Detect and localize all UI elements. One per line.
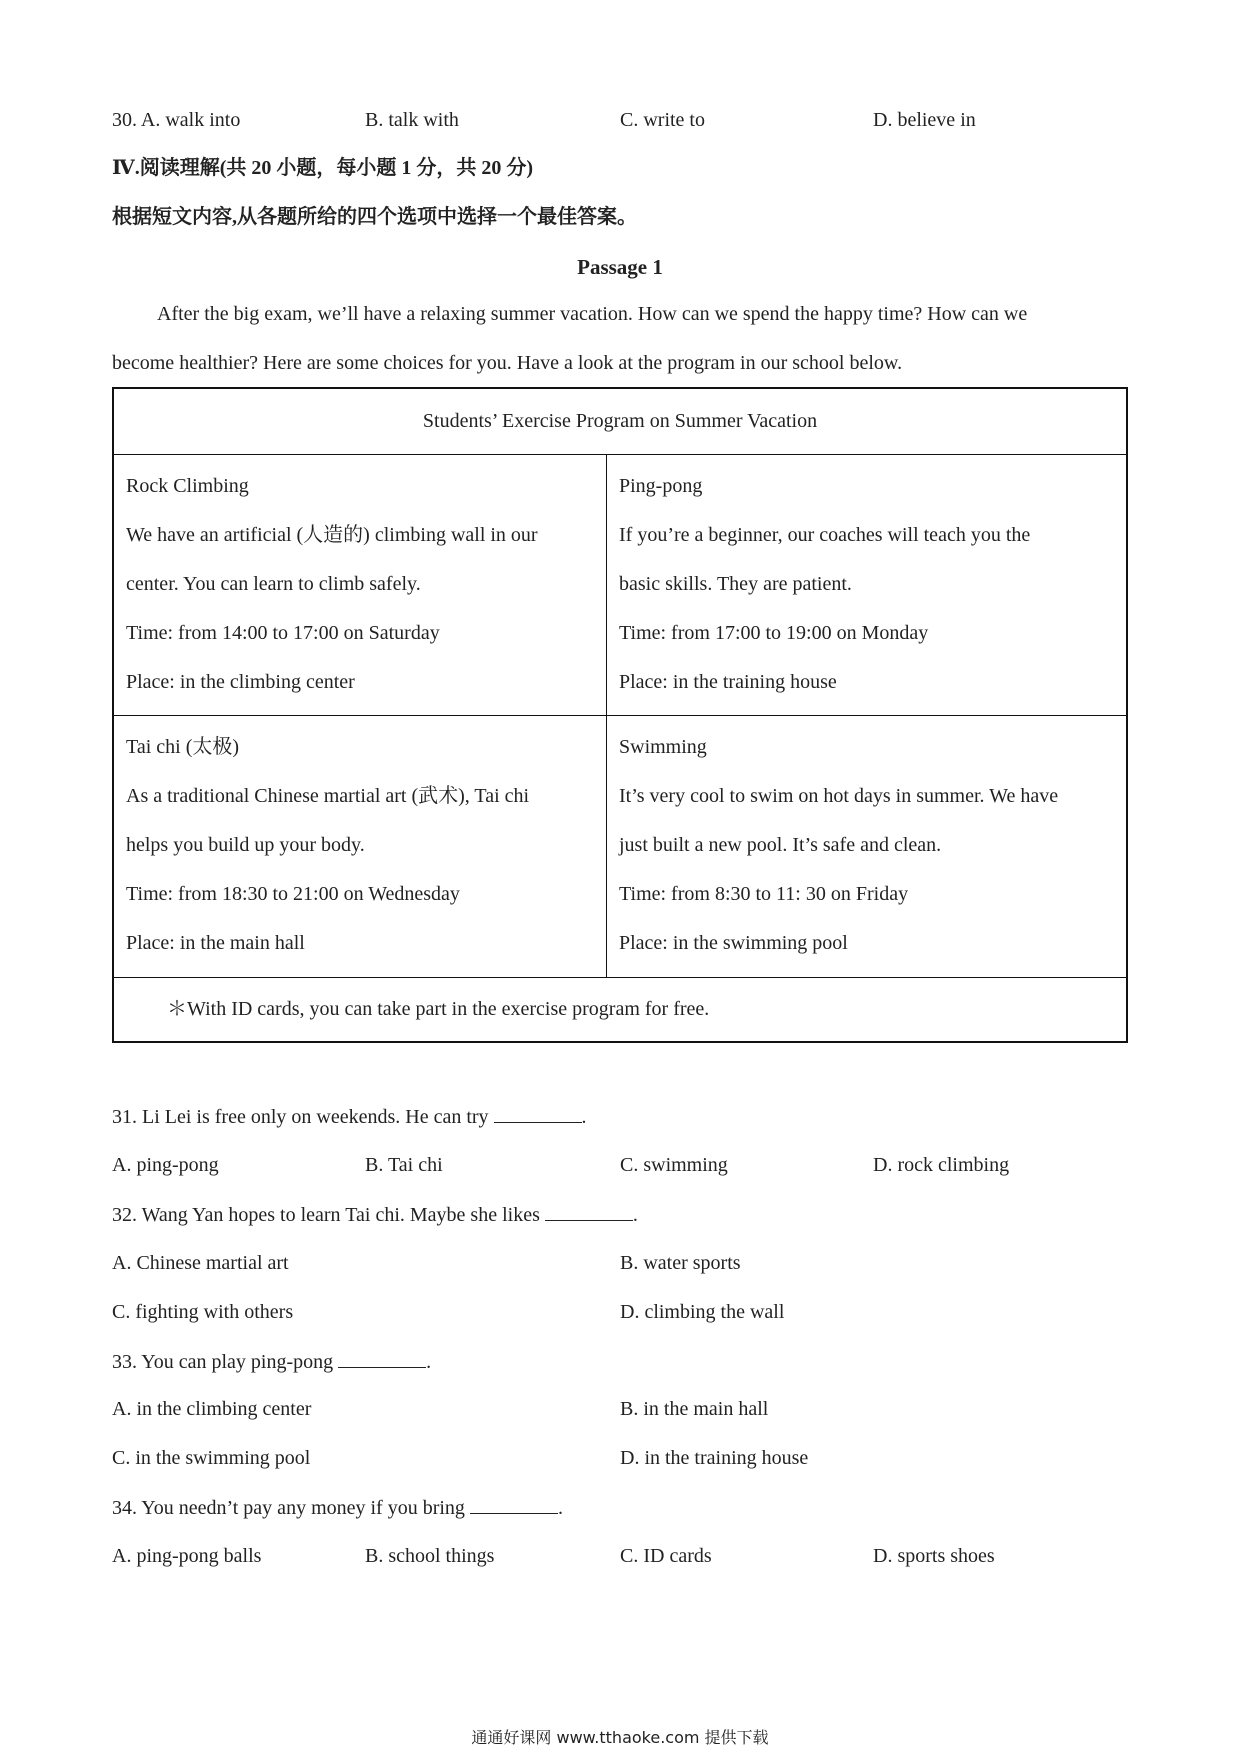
q34-stem (112, 1495, 563, 1520)
rock-title: Rock Climbing (126, 475, 249, 497)
cell-swimming (619, 723, 1058, 968)
taichi-desc-2: helps you build up your body. (126, 834, 365, 856)
section-heading: Ⅳ.阅读理解(共 20 小题，每小题 1 分，共 20 分) (112, 157, 534, 179)
taichi-time: Time: from 18:30 to 21:00 on Wednesday (126, 883, 460, 905)
swimming-title: Swimming (619, 736, 707, 758)
q30-option-a (112, 108, 240, 132)
rock-desc-2: center. You can learn to climb safely. (126, 573, 421, 595)
q32-option-b: B. water sports (620, 1252, 741, 1274)
table-caption: Students’ Exercise Program on Summer Vacation (422, 410, 818, 432)
q33-option-b: B. in the main hall (620, 1398, 769, 1420)
answer-blank (494, 1104, 582, 1123)
table-column-divider (606, 454, 607, 977)
q32-option-d: D. climbing the wall (620, 1301, 785, 1323)
q30-option-c: C. write to (620, 109, 705, 131)
q31-option-c: C. swimming (620, 1154, 728, 1176)
pingpong-place: Place: in the training house (619, 671, 837, 693)
taichi-place: Place: in the main hall (126, 932, 305, 954)
swimming-place: Place: in the swimming pool (619, 932, 848, 954)
q34-stem-end: . (557, 1497, 563, 1519)
q33-stem-text: 33. You can play ping-pong (112, 1351, 334, 1373)
pingpong-time: Time: from 17:00 to 19:00 on Monday (619, 622, 929, 644)
q32-stem-end: . (632, 1204, 638, 1226)
passage-title: Passage 1 (577, 255, 663, 279)
swimming-desc-1: It’s very cool to swim on hot days in summer. We have (619, 785, 1059, 807)
q31-option-a: A. ping-pong (112, 1154, 219, 1176)
q34-option-b: B. school things (365, 1545, 495, 1567)
table-note: ＊With ID cards, you can take part in the exercise program for free. (167, 998, 710, 1020)
program-table (112, 387, 1128, 1043)
q32-stem (112, 1202, 638, 1227)
pingpong-desc-1: If you’re a beginner, our coaches will teach you the (619, 524, 1031, 546)
cell-rock-climbing (126, 462, 538, 707)
pingpong-title: Ping-pong (619, 475, 703, 497)
taichi-title: Tai chi (太极) (126, 736, 240, 758)
q34-option-c: C. ID cards (620, 1545, 712, 1567)
q31-stem-text: 31. Li Lei is free only on weekends. He can try (112, 1106, 489, 1128)
q33-option-a: A. in the climbing center (112, 1398, 312, 1420)
answer-blank (545, 1202, 633, 1221)
passage-line-1: After the big exam, we’ll have a relaxing summer vacation. How can we spend the happy time? How can we (157, 303, 1028, 325)
section-instruction: 根据短文内容,从各题所给的四个选项中选择一个最佳答案。 (112, 206, 637, 228)
page-footer: 通通好课网 www.tthaoke.com 提供下载 (471, 1728, 769, 1747)
answer-blank (470, 1495, 558, 1514)
q32-option-c: C. fighting with others (112, 1301, 294, 1323)
q34-option-d: D. sports shoes (873, 1545, 995, 1567)
q30-number: 30. (112, 109, 137, 131)
q33-stem (112, 1349, 431, 1374)
swimming-desc-2: just built a new pool. It’s safe and clean. (619, 834, 942, 856)
rock-time: Time: from 14:00 to 17:00 on Saturday (126, 622, 440, 644)
q31-option-b: B. Tai chi (365, 1154, 443, 1176)
q30-option-b: B. talk with (365, 109, 459, 131)
q33-option-c: C. in the swimming pool (112, 1447, 311, 1469)
q31-stem-end: . (581, 1106, 587, 1128)
q31-stem (112, 1104, 587, 1129)
table-divider (114, 454, 1126, 455)
q31-option-d: D. rock climbing (873, 1154, 1010, 1176)
cell-ping-pong (619, 462, 1030, 707)
q30-option-a-text: A. walk into (140, 109, 241, 131)
q30-option-d: D. believe in (873, 109, 976, 131)
table-divider (114, 715, 1126, 716)
rock-desc-1: We have an artificial (人造的) climbing wall in our (126, 524, 538, 546)
rock-place: Place: in the climbing center (126, 671, 355, 693)
q32-stem-text: 32. Wang Yan hopes to learn Tai chi. Maybe she likes (112, 1204, 540, 1226)
pingpong-desc-2: basic skills. They are patient. (619, 573, 852, 595)
cell-tai-chi (126, 723, 529, 968)
q33-stem-end: . (426, 1351, 432, 1373)
passage-line-2: become healthier? Here are some choices for you. Have a look at the program in our school below. (112, 352, 903, 374)
q34-option-a: A. ping-pong balls (112, 1545, 262, 1567)
answer-blank (338, 1349, 426, 1368)
taichi-desc-1: As a traditional Chinese martial art (武术), Tai chi (126, 785, 530, 807)
q33-option-d: D. in the training house (620, 1447, 809, 1469)
table-divider (114, 977, 1126, 978)
q32-option-a: A. Chinese martial art (112, 1252, 289, 1274)
swimming-time: Time: from 8:30 to 11: 30 on Friday (619, 883, 909, 905)
q34-stem-text: 34. You needn’t pay any money if you bring (112, 1497, 465, 1519)
